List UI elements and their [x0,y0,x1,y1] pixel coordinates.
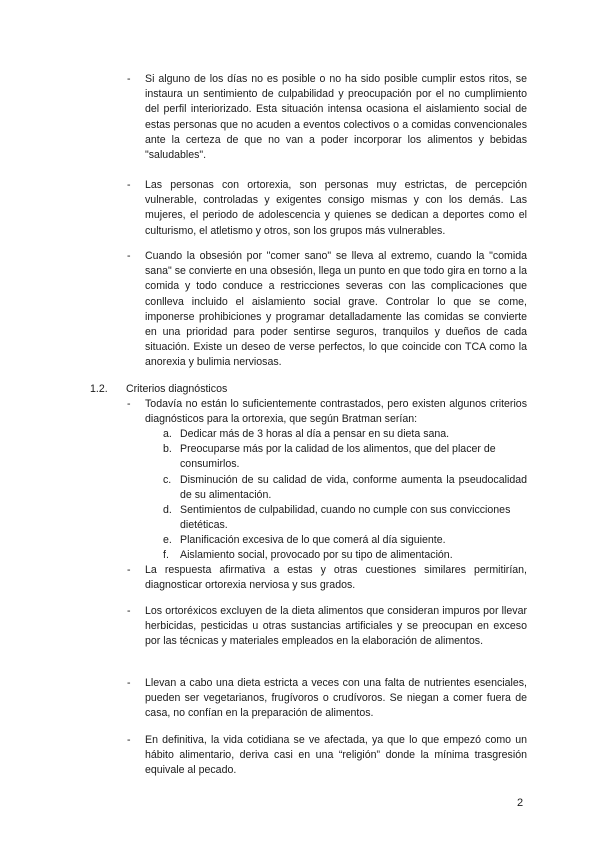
bullet-text: En definitiva, la vida cotidiana se ve afectada, ya que lo que empezó como un hábito alimentario, deriva casi en una “religión” donde la mínima trasgresión equivale al pecado. [145,734,527,777]
criteria-text: Preocuparse más por la calidad de los alimentos, que del placer de consumirlos. [180,443,496,471]
bullet-text: La respuesta afirmativa a estas y otras cuestiones similares permitirían, diagnosticar ortorexia nerviosa y sus grados. [145,564,527,592]
bullet-dash: - [127,250,131,262]
bullet-paragraph-6 [127,676,527,722]
bullet-text: Las personas con ortorexia, son personas muy estrictas, de percepción vulnerable, controladas y exigentes consigo mismas y con los demás. Las mujeres, el periodo de adolescencia y quienes se dedican a deportes como el culturismo, el atletismo y otros, son los grupos más vulnerables. [145,179,527,237]
bullet-text: Todavía no están lo suficientemente contrastados, pero existen algunos criterios diagnósticos para la ortorexia, que según Bratman serían: [145,398,527,426]
bullet-paragraph-2 [127,178,527,239]
bullet-dash: - [127,398,131,410]
criteria-marker: a. [163,428,172,440]
criteria-text: Sentimientos de culpabilidad, cuando no cumple con sus convicciones dietéticas. [180,504,511,532]
criteria-text: Aislamiento social, provocado por su tipo de alimentación. [180,549,453,561]
bullet-text: Si alguno de los días no es posible o no ha sido posible cumplir estos ritos, se instaura un sentimiento de culpabilidad y preocupación por el no cumplimiento del perfil interiorizado. Esta situación intensa ocasiona el aislamiento social de estas personas que no acuden a eventos colectivos o a comidas convencionales ante la certeza de que no van a poder incorporar los alimentos y bebidas "saludables". [145,73,527,162]
bullet-dash: - [127,734,131,746]
bullet-paragraph-3 [127,249,527,371]
bullet-paragraph-4 [127,563,527,593]
criteria-marker: d. [163,504,172,516]
bullet-dash: - [127,677,131,689]
criteria-item-c [163,473,527,503]
criteria-item-f [163,548,527,563]
criteria-text: Disminución de su calidad de vida, conforme aumenta la pseudocalidad de su alimentación. [180,474,527,502]
bullet-paragraph-5 [127,604,527,650]
criteria-item-e [163,533,527,548]
criteria-marker: e. [163,534,172,546]
criteria-text: Dedicar más de 3 horas al día a pensar en su dieta sana. [180,428,450,440]
criteria-marker: c. [163,474,172,486]
bullet-text: Cuando la obsesión por "comer sano" se lleva al extremo, cuando la "comida sana" se convierte en una obsesión, llega un punto en que todo gira en torno a la comida y todo conduce a restricciones severas con las complicaciones que conlleva incluido el aislamiento social grave. Controlar lo que se come, imponerse prohibiciones y programar detalladamente las comidas se convierte en una prioridad para poder sentirse seguros, tranquilos y dueños de cada situación. Existe un deseo de verse perfectos, lo que coincide con TCA como la anorexia y bulimia nerviosas. [145,250,527,369]
bullet-dash: - [127,73,131,85]
bullet-dash: - [127,564,131,576]
bullet-dash: - [127,179,131,191]
criteria-intro [127,397,527,427]
criteria-item-a [163,427,527,442]
criteria-marker: f. [163,549,169,561]
criteria-marker: b. [163,443,172,455]
criteria-item-d [163,503,527,533]
section-title: Criterios diagnósticos [126,383,228,395]
bullet-paragraph-7 [127,733,527,779]
bullet-paragraph-1 [127,72,527,163]
bullet-dash: - [127,605,131,617]
section-number: 1.2. [90,383,108,395]
page-number: 2 [517,797,524,809]
bullet-text: Los ortoréxicos excluyen de la dieta alimentos que consideran impuros por llevar herbicidas, pesticidas u otras sustancias artificiales y se preocupan en exceso por las técnicas y materiales empleados en la elaboración de alimentos. [145,605,527,648]
bullet-text: Llevan a cabo una dieta estricta a veces con una falta de nutrientes esenciales, pueden ser vegetarianos, frugívoros o crudívoros. Se niegan a comer fuera de casa, no confían en la preparación de alimentos. [145,677,527,720]
criteria-item-b [163,442,527,472]
criteria-text: Planificación excesiva de lo que comerá al día siguiente. [180,534,446,546]
